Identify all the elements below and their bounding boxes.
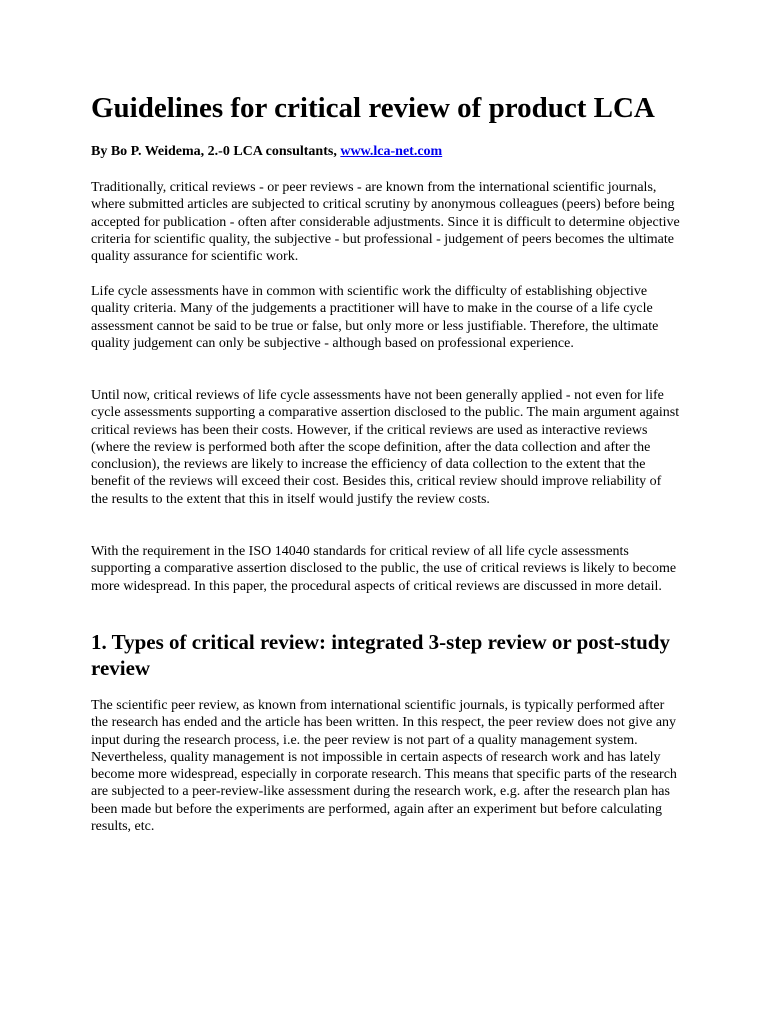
paragraph-section-1: The scientific peer review, as known from international scientific journals, is typically performed after the research has ended and the article has been written. In this respect, the peer review does not give any input during the research process, i.e. the peer review is not part of a quality management system. Nevertheless, quality management is not impossible in certain aspects of research work and has lately become more widespread, especially in corporate research. This means that specific parts of the research are subjected to a peer-review-like assessment during the research work, e.g. after the research plan has been made but before the experiments are performed, again after an experiment but before calculating results, etc.	[91, 698, 677, 835]
byline-text: By Bo P. Weidema, 2.-0 LCA consultants,	[91, 144, 341, 159]
document-title: Guidelines for critical review of product LCA	[91, 92, 655, 124]
paragraph-intro: Traditionally, critical reviews - or peer reviews - are known from the international scientific journals, where submitted articles are subjected to critical scrutiny by anonymous colleagues (peers) before being accepted for publication - often after considerable adjustments. Since it is difficult to determine objective criteria for scientific quality, the subjective - but professional - judgement of peers becomes the ultimate quality assurance for scientific work.	[91, 180, 680, 265]
paragraph-iso-requirement: With the requirement in the ISO 14040 standards for critical review of all life cycle assessments supporting a comparative assertion disclosed to the public, the use of critical reviews is likely to become more widespread. In this paper, the procedural aspects of critical reviews are discussed in more detail.	[91, 544, 677, 594]
section-heading-1: 1. Types of critical review: integrated 3-step review or post-study review	[91, 630, 670, 680]
byline	[91, 143, 442, 160]
website-link[interactable]: www.lca-net.com	[340, 144, 443, 159]
paragraph-lca-quality: Life cycle assessments have in common with scientific work the difficulty of establishing objective quality criteria. Many of the judgements a practitioner will have to make in the course of a life cycle assessment cannot be said to be true or false, but only more or less justifiable. Therefore, the ultimate quality judgement can only be subjective - although based on professional experience.	[91, 284, 659, 351]
paragraph-review-costs: Until now, critical reviews of life cycle assessments have not been generally applied - not even for life cycle assessments supporting a comparative assertion disclosed to the public. The main argument against critical reviews has been their costs. However, if the critical reviews are used as interactive reviews (where the review is performed both after the scope definition, after the data collection and after the conclusion), the reviews are likely to increase the efficiency of data collection to the extent that the benefit of the reviews will exceed their cost. Besides this, critical review should improve reliability of the results to the extent that this in itself would justify the review costs.	[91, 388, 680, 507]
